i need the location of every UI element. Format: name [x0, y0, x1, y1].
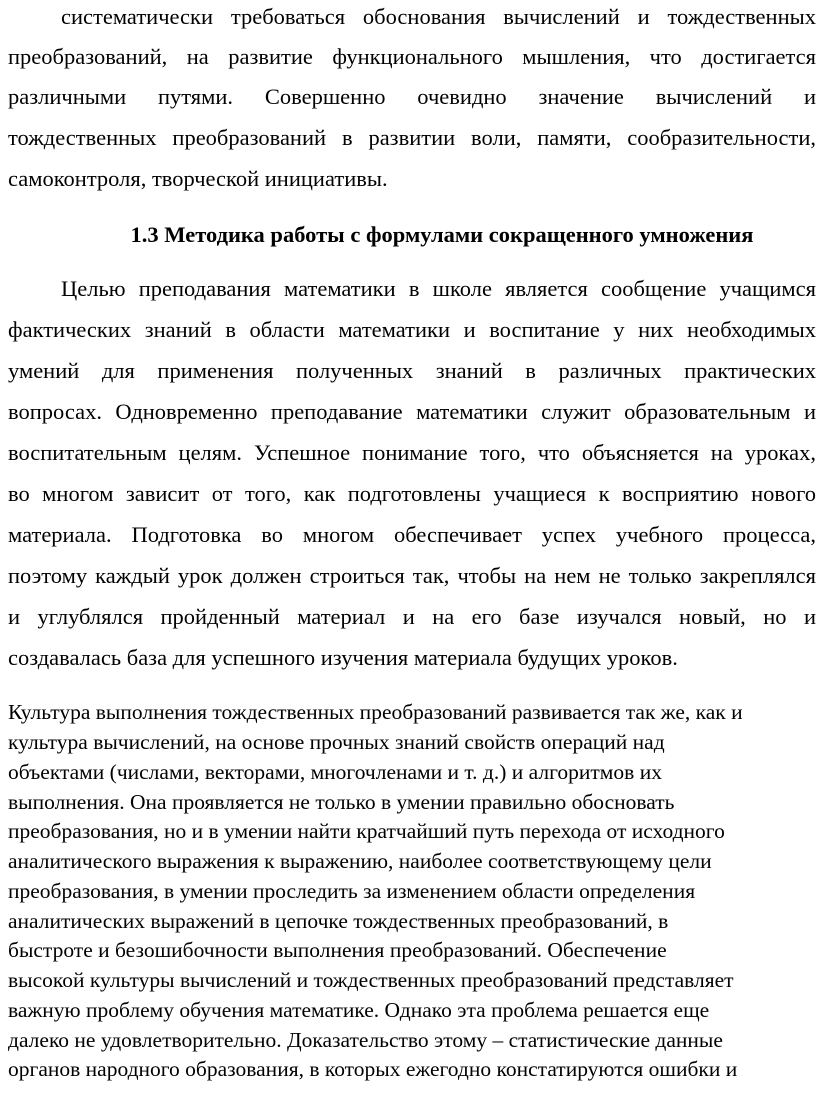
paragraph2-line-5: воспитательным целям. Успешное понимание того, что объясняется на уроках, — [8, 440, 816, 465]
section-heading: 1.3 Методика работы с формулами сокращенного умножения — [130, 222, 754, 247]
paragraph3-line-10: высокой культуры вычислений и тождественных преобразований представляет — [8, 968, 734, 992]
paragraph3-line-12: далеко не удовлетворительно. Доказательство этому – статистические данные — [8, 1028, 723, 1052]
paragraph2-line-8: поэтому каждый урок должен строиться так, чтобы на нем не только закреплялся — [8, 563, 816, 588]
paragraph3-line-9: быстроте и безошибочности выполнения преобразований. Обеспечение — [8, 938, 667, 962]
paragraph3-line-3: объектами (числами, векторами, многочленами и т. д.) и алгоритмов их — [8, 760, 662, 784]
paragraph3-line-4: выполнения. Она проявляется не только в умении правильно обосновать — [8, 790, 675, 814]
paragraph3-line-7: преобразования, в умении проследить за изменением области определения — [8, 879, 696, 903]
paragraph2-line-10: создавалась база для успешного изучения материала будущих уроков. — [8, 645, 678, 670]
paragraph2-line-6: во многом зависит от того, как подготовлены учащиеся к восприятию нового — [8, 481, 816, 506]
paragraph1-line-2: преобразований, на развитие функционального мышления, что достигается — [8, 44, 816, 69]
paragraph2-line-7: материала. Подготовка во многом обеспечивает успех учебного процесса, — [8, 522, 816, 547]
paragraph3-line-8: аналитических выражений в цепочке тождественных преобразований, в — [8, 909, 669, 933]
paragraph2-line-1: Целью преподавания математики в школе является сообщение учащимся — [61, 276, 816, 301]
paragraph3-line-5: преобразования, но и в умении найти кратчайший путь перехода от исходного — [8, 819, 725, 843]
paragraph1-line-4: тождественных преобразований в развитии воли, памяти, сообразительности, — [8, 125, 816, 150]
paragraph2-line-2: фактических знаний в области математики и воспитание у них необходимых — [8, 317, 816, 342]
paragraph3-line-13: органов народного образования, в которых ежегодно констатируются ошибки и — [8, 1057, 738, 1081]
paragraph1-line-1: систематически требоваться обоснования вычислений и тождественных — [61, 4, 816, 29]
paragraph3-line-11: важную проблему обучения математике. Однако эта проблема решается еще — [8, 998, 710, 1022]
paragraph2-line-4: вопросах. Одновременно преподавание математики служит образовательным и — [8, 399, 816, 424]
paragraph2-line-9: и углублялся пройденный материал и на его базе изучался новый, но и — [8, 604, 816, 629]
paragraph3-line-2: культура вычислений, на основе прочных знаний свойств операций над — [8, 730, 665, 754]
paragraph1-line-5: самоконтроля, творческой инициативы. — [8, 166, 388, 191]
paragraph3-line-1: Культура выполнения тождественных преобразований развивается так же, как и — [8, 700, 743, 724]
paragraph3-line-6: аналитического выражения к выражению, наиболее соответствующему цели — [8, 849, 712, 873]
paragraph1-line-3: различными путями. Совершенно очевидно значение вычислений и — [8, 84, 816, 109]
paragraph2-line-3: умений для применения полученных знаний в различных практических — [8, 358, 816, 383]
